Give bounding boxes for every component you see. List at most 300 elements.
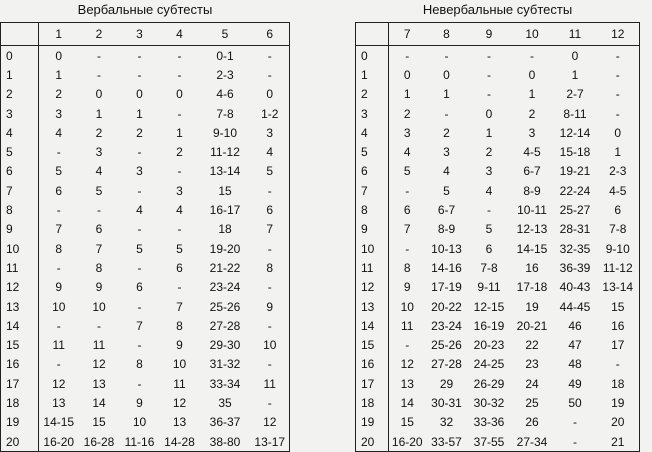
table-row — [356, 278, 640, 297]
table-cell: 49 — [568, 376, 582, 391]
table-cell: - — [615, 106, 620, 121]
table-cell: 6 — [136, 280, 143, 295]
table-cell: - — [137, 338, 142, 353]
table-cell: 2 — [95, 125, 103, 140]
table-cell: - — [97, 203, 101, 218]
table-cell: - — [137, 67, 142, 82]
table-cell: 2 — [403, 106, 411, 121]
nonverbal-header-3: 9 — [468, 23, 511, 46]
table-cell: 10 — [172, 357, 187, 372]
nonverbal-header-5: 11 — [554, 23, 597, 46]
row-score: 11 — [1, 258, 39, 277]
table-row — [1, 239, 290, 258]
table-cell: 4 — [266, 145, 274, 160]
table-cell: 0 — [443, 67, 450, 82]
table-cell: - — [405, 241, 410, 256]
table-row — [1, 355, 290, 374]
table-cell: - — [177, 164, 182, 179]
table-cell: 6 — [614, 203, 622, 218]
table-cell: 9 — [136, 395, 143, 410]
table-cell: 1 — [403, 87, 411, 102]
table-cell: 15 — [92, 415, 106, 430]
table-cell: 12-13 — [516, 222, 548, 237]
table-cell: 6-7 — [523, 164, 541, 179]
row-score: 13 — [1, 297, 39, 316]
table-cell: - — [137, 376, 142, 391]
table-cell: 7 — [95, 241, 103, 256]
table-cell: 7-8 — [609, 222, 627, 237]
nonverbal-table — [355, 22, 640, 452]
table-cell: - — [177, 67, 182, 82]
table-cell: 3 — [528, 125, 536, 140]
table-cell: 12 — [400, 357, 414, 372]
row-score: 9 — [356, 220, 389, 239]
table-cell: 13 — [172, 415, 187, 430]
table-cell: 4 — [95, 164, 103, 179]
table-cell: 10 — [263, 338, 277, 353]
table-cell: - — [177, 106, 182, 121]
table-row — [356, 432, 640, 452]
table-cell: 8 — [136, 357, 143, 372]
table-cell: 30-31 — [431, 395, 462, 410]
table-cell: 4 — [136, 203, 143, 218]
table-cell: - — [444, 48, 449, 63]
row-score: 20 — [1, 432, 39, 452]
table-cell: 25-26 — [431, 338, 462, 353]
row-score: 3 — [356, 104, 389, 123]
nonverbal-header-6: 12 — [597, 23, 640, 46]
table-cell: 6 — [55, 183, 63, 198]
table-row — [1, 297, 290, 316]
table-cell: 9-10 — [605, 241, 630, 256]
table-cell: 1-2 — [261, 106, 279, 121]
table-cell: 1 — [176, 125, 183, 140]
table-cell: 6 — [95, 222, 103, 237]
row-score: 17 — [356, 374, 389, 393]
table-cell: - — [177, 48, 182, 63]
table-cell: 8 — [403, 260, 411, 275]
table-row — [356, 85, 640, 104]
table-cell: 5 — [176, 241, 183, 256]
table-cell: 7-8 — [216, 106, 234, 121]
table-cell: - — [267, 241, 272, 256]
table-cell: 2 — [176, 145, 183, 160]
table-cell: 33-36 — [473, 415, 505, 430]
table-cell: 29-30 — [209, 338, 241, 353]
table-cell: 20 — [611, 415, 625, 430]
table-cell: 4 — [485, 183, 493, 198]
table-cell: 1 — [528, 87, 536, 102]
table-cell: 4-6 — [216, 87, 234, 102]
table-cell: 25-27 — [559, 203, 591, 218]
table-cell: 21 — [611, 434, 625, 449]
table-cell: 9-11 — [477, 280, 501, 295]
table-cell: 3 — [176, 183, 183, 198]
table-row — [356, 393, 640, 412]
table-cell: 48 — [568, 357, 582, 372]
verbal-panel — [0, 0, 290, 452]
row-score: 11 — [356, 258, 389, 277]
table-cell: 5 — [485, 222, 493, 237]
table-cell: - — [56, 145, 61, 160]
table-cell: 2-3 — [216, 67, 234, 82]
table-cell: 19-21 — [559, 164, 591, 179]
table-row — [356, 374, 640, 393]
table-cell: - — [573, 434, 577, 449]
table-cell: 2-3 — [609, 164, 627, 179]
nonverbal-header-2: 8 — [426, 23, 468, 46]
table-cell: 2-7 — [566, 87, 584, 102]
row-score: 4 — [356, 123, 389, 142]
table-cell: 12-15 — [473, 299, 505, 314]
table-cell: 20-23 — [473, 338, 505, 353]
table-cell: 19-20 — [209, 241, 241, 256]
table-cell: 1 — [571, 67, 579, 82]
table-cell: 7-8 — [480, 260, 498, 275]
table-cell: 13-14 — [602, 280, 634, 295]
table-row — [356, 239, 640, 258]
table-cell: - — [615, 87, 620, 102]
table-row — [356, 258, 640, 277]
table-row — [356, 181, 640, 200]
table-cell: - — [444, 106, 449, 121]
table-cell: 25 — [525, 395, 539, 410]
table-cell: 26 — [525, 415, 539, 430]
table-cell: 9-10 — [212, 125, 238, 140]
table-cell: 12 — [52, 376, 66, 391]
table-cell: 3 — [55, 106, 63, 121]
row-score: 8 — [356, 200, 389, 219]
table-cell: - — [487, 87, 491, 102]
row-score: 10 — [1, 239, 39, 258]
row-score: 1 — [356, 65, 389, 84]
table-cell: 8-9 — [523, 183, 541, 198]
nonverbal-header-4: 10 — [511, 23, 554, 46]
table-cell: 14-15 — [43, 415, 75, 430]
table-cell: - — [267, 67, 272, 82]
nonverbal-header-1: 7 — [389, 23, 426, 46]
table-cell: 1 — [485, 125, 493, 140]
verbal-title: Вербальные субтесты — [77, 2, 213, 17]
table-cell: 8-11 — [563, 106, 587, 121]
table-cell: 16-20 — [391, 434, 423, 449]
table-row — [1, 46, 290, 66]
table-row — [356, 123, 640, 142]
table-row — [356, 162, 640, 181]
row-score: 2 — [356, 85, 389, 104]
row-score: 2 — [1, 85, 39, 104]
table-cell: - — [267, 48, 272, 63]
table-cell: 7 — [176, 299, 183, 314]
row-score: 0 — [1, 46, 39, 66]
table-cell: 1 — [55, 67, 63, 82]
table-cell: 8-9 — [437, 222, 456, 237]
table-cell: 13-17 — [254, 434, 286, 449]
table-row — [356, 142, 640, 161]
table-cell: - — [405, 183, 410, 198]
table-cell: 8 — [95, 260, 103, 275]
table-row — [1, 316, 290, 335]
table-cell: 1 — [95, 106, 103, 121]
table-row — [356, 316, 640, 335]
table-cell: 24-25 — [473, 357, 505, 372]
table-cell: - — [177, 280, 182, 295]
table-cell: 9 — [95, 280, 103, 295]
table-cell: 5 — [403, 164, 411, 179]
table-row — [1, 374, 290, 393]
table-cell: 12 — [92, 357, 106, 372]
row-score: 16 — [1, 355, 39, 374]
row-score: 15 — [1, 335, 39, 354]
table-cell: 15-18 — [559, 145, 591, 160]
table-cell: 6 — [485, 241, 493, 256]
table-row — [1, 85, 290, 104]
table-row — [356, 355, 640, 374]
table-cell: - — [267, 357, 272, 372]
row-score: 9 — [1, 220, 39, 239]
table-cell: 36-39 — [559, 260, 591, 275]
table-cell: 22-24 — [559, 183, 591, 198]
table-cell: 0 — [55, 48, 63, 63]
table-cell: 31-32 — [209, 357, 241, 372]
table-cell: - — [56, 318, 61, 333]
table-cell: 13 — [400, 376, 414, 391]
table-cell: 19 — [611, 395, 625, 410]
verbal-table — [0, 22, 290, 452]
table-cell: 10 — [52, 299, 66, 314]
table-cell: 0 — [485, 106, 493, 121]
table-cell: 14 — [400, 395, 414, 410]
table-cell: 4 — [443, 164, 450, 179]
table-row — [356, 413, 640, 432]
row-score: 5 — [356, 142, 389, 161]
table-cell: 27-28 — [431, 357, 462, 372]
table-cell: 17-18 — [516, 280, 548, 295]
table-cell: 29 — [439, 376, 454, 391]
table-cell: 11 — [263, 376, 276, 391]
table-cell: 14-15 — [516, 241, 548, 256]
table-cell: - — [177, 222, 182, 237]
table-cell: - — [405, 48, 410, 63]
row-score: 17 — [1, 374, 39, 393]
verbal-header-0 — [1, 23, 39, 46]
table-cell: 4-5 — [523, 145, 541, 160]
table-cell: 4 — [176, 203, 183, 218]
table-cell: 16-19 — [473, 318, 505, 333]
verbal-header-6: 6 — [251, 23, 290, 46]
table-cell: 2 — [485, 145, 493, 160]
table-cell: 23-24 — [431, 318, 462, 333]
row-score: 5 — [1, 142, 39, 161]
table-cell: 3 — [95, 145, 103, 160]
table-cell: 11 — [173, 376, 186, 391]
table-row — [1, 413, 290, 432]
table-cell: 5 — [136, 241, 143, 256]
table-cell: - — [97, 67, 101, 82]
row-score: 4 — [1, 123, 39, 142]
table-cell: 14-28 — [164, 434, 195, 449]
table-cell: 10 — [132, 415, 147, 430]
table-cell: - — [573, 415, 577, 430]
table-cell: 3 — [403, 125, 411, 140]
table-cell: 1 — [136, 106, 143, 121]
table-cell: - — [97, 318, 101, 333]
table-cell: - — [56, 260, 61, 275]
table-cell: 7 — [403, 222, 411, 237]
table-cell: 0 — [614, 125, 622, 140]
table-cell: 9 — [55, 280, 63, 295]
table-row — [1, 258, 290, 277]
table-cell: 27-28 — [209, 318, 241, 333]
table-cell: 6 — [266, 203, 274, 218]
table-cell: 0 — [266, 87, 274, 102]
table-cell: 3 — [136, 164, 143, 179]
table-cell: 24 — [525, 376, 539, 391]
table-cell: 11 — [401, 318, 414, 333]
table-cell: 47 — [568, 338, 582, 353]
table-cell: - — [267, 183, 272, 198]
table-cell: - — [487, 67, 491, 82]
table-cell: 6-7 — [437, 203, 456, 218]
table-cell: - — [137, 183, 142, 198]
table-cell: 10-13 — [431, 241, 462, 256]
table-cell: 19 — [525, 299, 539, 314]
table-cell: 38-80 — [209, 434, 241, 449]
row-score: 12 — [1, 278, 39, 297]
table-cell: 0 — [176, 87, 183, 102]
table-cell: 16-17 — [209, 203, 241, 218]
table-cell: 9 — [176, 338, 183, 353]
table-cell: 14-16 — [431, 260, 462, 275]
table-cell: 37-55 — [473, 434, 505, 449]
table-cell: 50 — [568, 395, 582, 410]
table-cell: - — [615, 67, 620, 82]
row-score: 7 — [356, 181, 389, 200]
row-score: 18 — [356, 393, 389, 412]
table-cell: 7 — [55, 222, 63, 237]
table-cell: 4 — [403, 145, 411, 160]
table-cell: 33-34 — [209, 376, 241, 391]
table-cell: 3 — [443, 145, 450, 160]
table-row — [1, 200, 290, 219]
table-cell: 16-20 — [43, 434, 75, 449]
table-cell: - — [267, 395, 272, 410]
row-score: 6 — [1, 162, 39, 181]
table-cell: 4-5 — [609, 183, 627, 198]
table-cell: - — [405, 338, 410, 353]
table-cell: 20-22 — [431, 299, 462, 314]
table-cell: 5 — [95, 183, 103, 198]
table-row — [1, 142, 290, 161]
table-cell: 11 — [92, 338, 106, 353]
table-cell: 23 — [525, 357, 539, 372]
table-cell: 25-26 — [209, 299, 241, 314]
table-row — [1, 220, 290, 239]
table-cell: 7 — [136, 318, 143, 333]
table-cell: 11-12 — [602, 260, 633, 275]
table-cell: 15 — [218, 183, 232, 198]
table-cell: 22 — [525, 338, 539, 353]
table-cell: 7 — [266, 222, 274, 237]
table-row — [356, 46, 640, 66]
table-cell: 33-57 — [431, 434, 462, 449]
table-cell: 11-16 — [124, 434, 155, 449]
table-cell: - — [487, 48, 491, 63]
table-cell: 5 — [55, 164, 63, 179]
table-cell: 6 — [176, 260, 183, 275]
verbal-header-1: 1 — [39, 23, 79, 46]
table-cell: 9 — [403, 280, 411, 295]
table-cell: 35 — [218, 395, 232, 410]
table-row — [356, 335, 640, 354]
table-cell: - — [615, 48, 620, 63]
table-cell: 0 — [403, 67, 411, 82]
table-cell: 11-12 — [210, 145, 240, 160]
table-cell: 16-28 — [83, 434, 115, 449]
table-cell: - — [137, 145, 142, 160]
table-cell: 2 — [55, 87, 63, 102]
table-row — [1, 278, 290, 297]
table-cell: 3 — [266, 125, 274, 140]
table-cell: 4 — [55, 125, 63, 140]
table-cell: 12-14 — [559, 125, 591, 140]
table-cell: 8 — [55, 241, 63, 256]
table-cell: 5 — [443, 183, 450, 198]
table-cell: 44-45 — [559, 299, 591, 314]
table-row — [1, 335, 290, 354]
table-cell: 15 — [611, 299, 625, 314]
table-cell: 12 — [172, 395, 187, 410]
table-cell: 46 — [568, 318, 582, 333]
table-row — [1, 393, 290, 412]
table-cell: 1 — [614, 145, 622, 160]
table-cell: 2 — [136, 125, 143, 140]
table-cell: - — [137, 260, 142, 275]
table-cell: 8 — [176, 318, 183, 333]
table-cell: 11 — [52, 338, 65, 353]
table-row — [356, 104, 640, 123]
table-cell: 18 — [611, 376, 625, 391]
row-score: 12 — [356, 278, 389, 297]
table-cell: 10 — [400, 299, 414, 314]
table-row — [1, 104, 290, 123]
table-cell: 16 — [525, 260, 539, 275]
nonverbal-title: Невербальные субтесты — [422, 2, 573, 17]
row-score: 19 — [1, 413, 39, 432]
table-cell: 0 — [571, 48, 579, 63]
verbal-header-5: 5 — [200, 23, 251, 46]
table-cell: 36-37 — [209, 415, 241, 430]
table-cell: - — [56, 203, 61, 218]
table-cell: 2 — [443, 125, 450, 140]
table-row — [356, 65, 640, 84]
table-cell: 0 — [528, 67, 536, 82]
table-cell: 0-1 — [216, 48, 234, 63]
row-score: 14 — [1, 316, 39, 335]
table-cell: 10-11 — [517, 203, 547, 218]
table-cell: 13 — [92, 376, 106, 391]
table-cell: - — [267, 280, 272, 295]
table-row — [1, 123, 290, 142]
table-row — [1, 162, 290, 181]
table-cell: 20-21 — [516, 318, 548, 333]
row-score: 3 — [1, 104, 39, 123]
row-score: 7 — [1, 181, 39, 200]
row-score: 0 — [356, 46, 389, 66]
table-cell: 14 — [92, 395, 106, 410]
verbal-header-3: 3 — [120, 23, 160, 46]
table-cell: 15 — [400, 415, 414, 430]
